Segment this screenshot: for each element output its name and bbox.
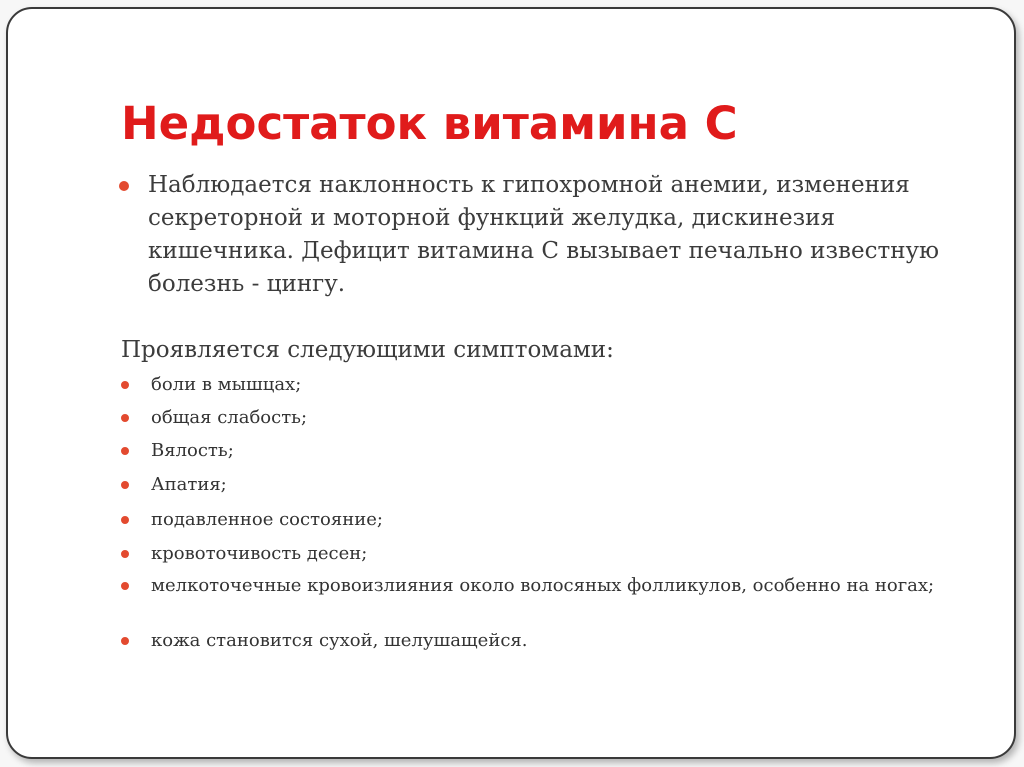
bullet-icon (121, 381, 129, 389)
slide-title: Недостаток витамина С (121, 97, 738, 150)
bullet-icon (121, 637, 129, 645)
symptom-item: мелкоточечные кровоизлияния около волосяных фолликулов, особенно на ногах; (151, 575, 935, 596)
bullet-icon (121, 481, 129, 489)
bullet-icon (119, 181, 129, 191)
bullet-icon (121, 447, 129, 455)
symptom-item: кровоточивость десен; (151, 543, 368, 564)
bullet-icon (121, 550, 129, 558)
symptoms-heading: Проявляется следующими симптомами: (121, 337, 614, 363)
slide (6, 7, 1016, 759)
symptom-item: боли в мышцах; (151, 374, 302, 395)
symptom-item: Апатия; (151, 474, 227, 495)
bullet-icon (121, 516, 129, 524)
symptom-item: подавленное состояние; (151, 509, 383, 530)
symptom-item: кожа становится сухой, шелушащейся. (151, 630, 528, 651)
symptom-item: Вялость; (151, 440, 234, 461)
symptom-item: общая слабость; (151, 407, 308, 428)
bullet-icon (121, 582, 129, 590)
intro-paragraph: Наблюдается наклонность к гипохромной анемии, изменения секреторной и моторной функций желудка, дискинезия кишечника. Дефицит витамина С вызывает печально известную болезнь - цингу. (148, 172, 940, 297)
bullet-icon (121, 414, 129, 422)
